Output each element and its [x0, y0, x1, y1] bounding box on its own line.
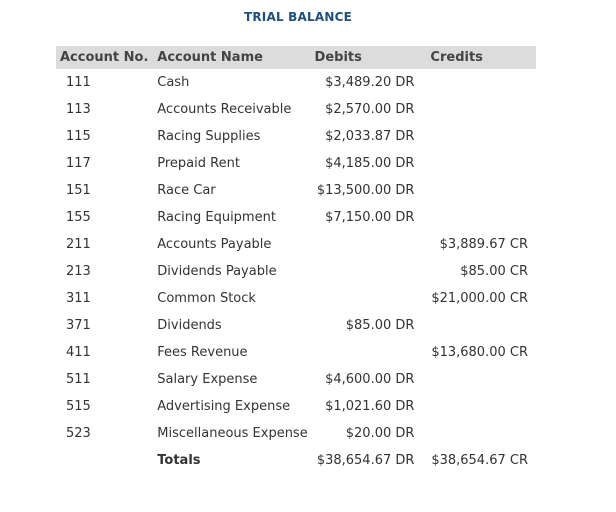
- page-title: TRIAL BALANCE: [243, 10, 353, 24]
- debit-amount: $4,185.00 DR: [325, 156, 415, 171]
- credit-amount: [418, 123, 536, 150]
- account-name: Accounts Payable: [157, 237, 272, 252]
- credit-amount: $85.00 CR: [460, 264, 528, 279]
- account-no: 211: [66, 237, 91, 252]
- credit-amount: [418, 96, 536, 123]
- account-no: 213: [66, 264, 91, 279]
- credit-amount: [418, 150, 536, 177]
- account-no: 515: [66, 399, 91, 414]
- debit-amount: $3,489.20 DR: [325, 75, 415, 90]
- account-name: Dividends: [157, 318, 222, 333]
- trial-balance-table: [56, 46, 536, 474]
- header-account-no: Account No.: [56, 46, 153, 69]
- table-row: [56, 339, 536, 366]
- account-no: 151: [66, 183, 91, 198]
- account-name: Advertising Expense: [157, 399, 291, 414]
- debit-amount: $2,570.00 DR: [325, 102, 415, 117]
- debit-amount: [311, 339, 419, 366]
- account-no: 117: [66, 156, 91, 171]
- account-name: Cash: [157, 75, 190, 90]
- table-row: [56, 258, 536, 285]
- totals-row: [56, 447, 536, 474]
- debit-amount: $4,600.00 DR: [325, 372, 415, 387]
- account-no: 115: [66, 129, 91, 144]
- table-row: [56, 231, 536, 258]
- debit-amount: $1,021.60 DR: [325, 399, 415, 414]
- account-name: Miscellaneous Expense: [157, 426, 308, 441]
- account-no: 155: [66, 210, 91, 225]
- table-row: [56, 123, 536, 150]
- credit-amount: [418, 312, 536, 339]
- table-row: [56, 285, 536, 312]
- account-no: 111: [66, 75, 91, 90]
- account-no: 113: [66, 102, 91, 117]
- account-no: 371: [66, 318, 91, 333]
- account-name: Racing Equipment: [157, 210, 276, 225]
- account-name: Accounts Receivable: [157, 102, 292, 117]
- credit-amount: [418, 420, 536, 447]
- table-row: [56, 366, 536, 393]
- debit-amount: $85.00 DR: [345, 318, 415, 333]
- header-account-name: Account Name: [153, 46, 310, 69]
- credit-amount: $13,680.00 CR: [431, 345, 528, 360]
- header-debits: Debits: [311, 46, 419, 69]
- credit-amount: [418, 366, 536, 393]
- account-name: Common Stock: [157, 291, 256, 306]
- debit-amount: [311, 231, 419, 258]
- debit-amount: [311, 258, 419, 285]
- credit-amount: $21,000.00 CR: [431, 291, 528, 306]
- table-row: [56, 393, 536, 420]
- table-row: [56, 204, 536, 231]
- account-no: 511: [66, 372, 91, 387]
- credit-amount: [418, 393, 536, 420]
- debit-amount: [311, 285, 419, 312]
- header-credits: Credits: [418, 46, 536, 69]
- total-debits: $38,654.67 DR: [316, 453, 415, 468]
- table-row: [56, 312, 536, 339]
- totals-account-no: [56, 447, 153, 474]
- account-no: 311: [66, 291, 91, 306]
- table-row: [56, 69, 536, 96]
- account-no: 523: [66, 426, 91, 441]
- debit-amount: $2,033.87 DR: [325, 129, 415, 144]
- account-name: Salary Expense: [157, 372, 258, 387]
- credit-amount: $3,889.67 CR: [439, 237, 528, 252]
- account-name: Fees Revenue: [157, 345, 248, 360]
- credit-amount: [418, 177, 536, 204]
- credit-amount: [418, 204, 536, 231]
- table-row: [56, 96, 536, 123]
- account-name: Dividends Payable: [157, 264, 277, 279]
- debit-amount: $13,500.00 DR: [316, 183, 415, 198]
- total-credits: $38,654.67 CR: [431, 453, 528, 468]
- credit-amount: [418, 69, 536, 96]
- totals-label: Totals: [157, 453, 201, 468]
- debit-amount: $20.00 DR: [345, 426, 415, 441]
- debit-amount: $7,150.00 DR: [325, 210, 415, 225]
- account-name: Racing Supplies: [157, 129, 261, 144]
- table-row: [56, 420, 536, 447]
- account-name: Race Car: [157, 183, 216, 198]
- table-header-row: [56, 46, 536, 69]
- table-row: [56, 177, 536, 204]
- account-no: 411: [66, 345, 91, 360]
- account-name: Prepaid Rent: [157, 156, 240, 171]
- table-row: [56, 150, 536, 177]
